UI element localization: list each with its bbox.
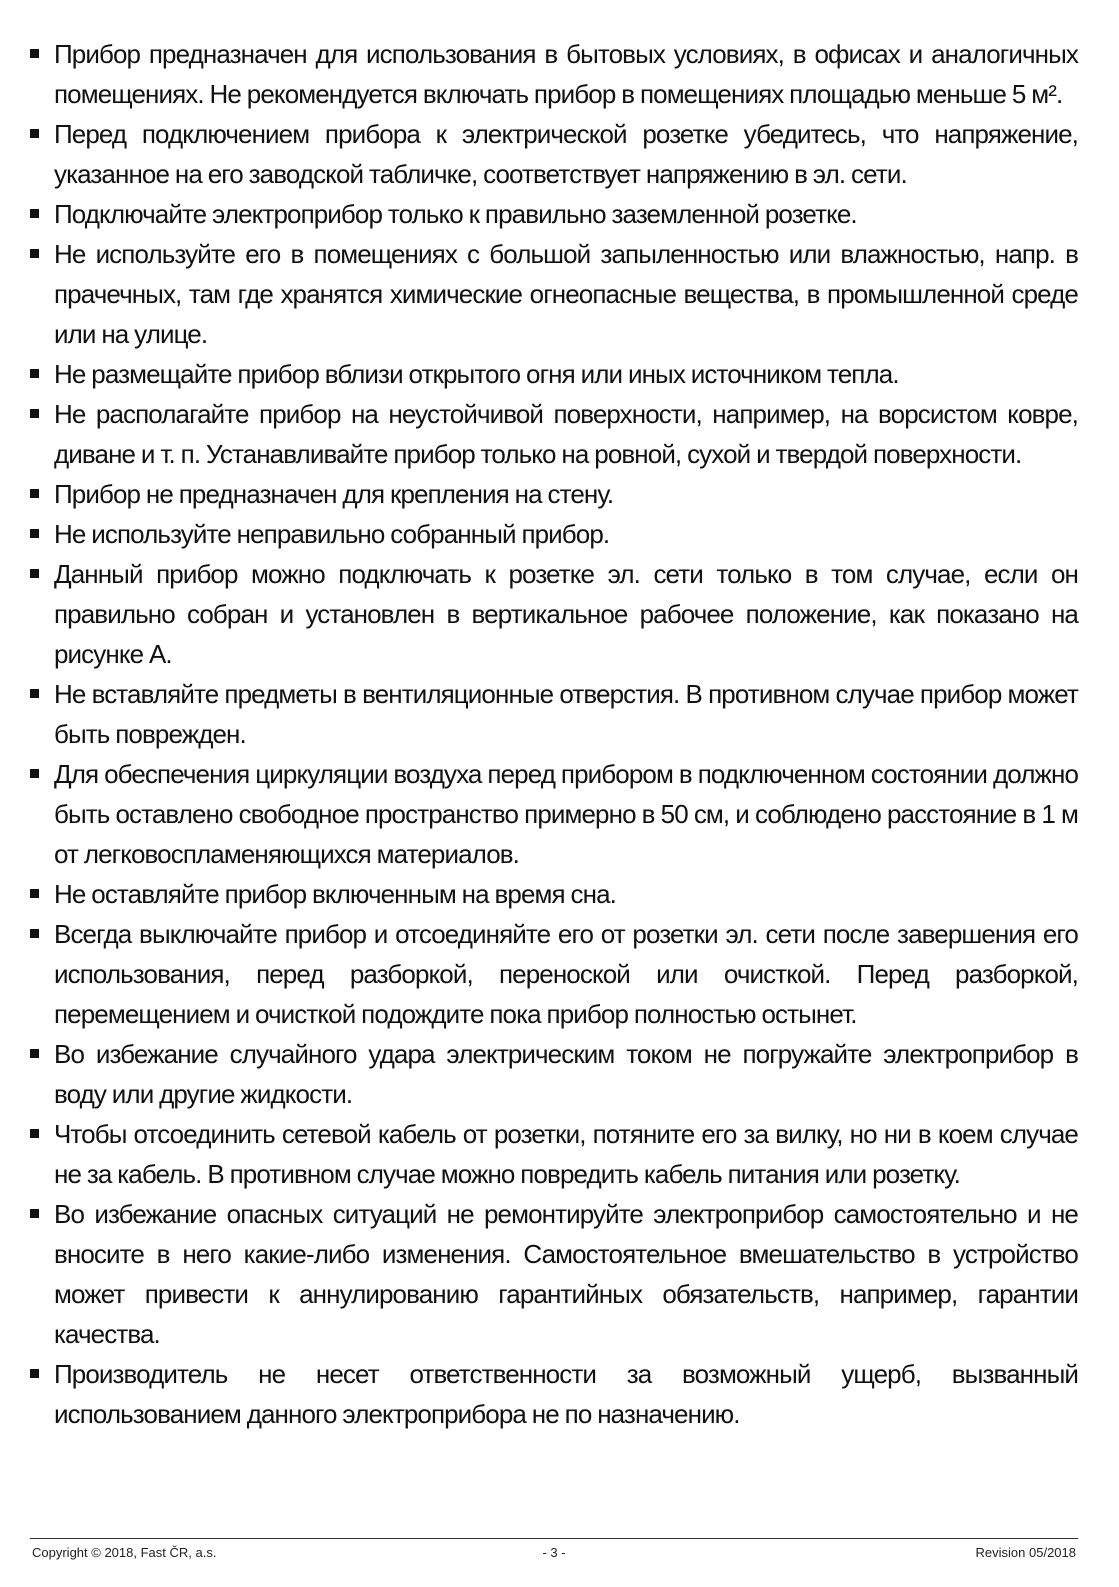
bullet-icon: [30, 114, 54, 154]
list-item-text: Прибор предназначен для использования в бытовых условиях, в офисах и аналогичных помещениях. Не рекомендуется включать прибор в помещениях площадью меньше 5 м².: [54, 39, 1078, 109]
list-item-text: Производитель не несет ответственности за возможный ущерб, вызванный использованием данного электроприбора не по назначению.: [54, 1359, 1078, 1429]
bullet-icon: [30, 1194, 54, 1234]
list-item: [30, 234, 1078, 354]
list-item-text: Во избежание случайного удара электрическим током не погружайте электроприбор в воду или другие жидкости.: [54, 1039, 1078, 1109]
bullet-icon: [30, 354, 54, 394]
safety-instructions-list: [30, 34, 1078, 1434]
list-item: [30, 914, 1078, 1034]
bullet-icon: [30, 754, 54, 794]
list-item-text: Данный прибор можно подключать к розетке эл. сети только в том случае, если он правильно собран и установлен в вертикальное рабочее положение, как показано на рисунке А.: [54, 559, 1078, 669]
list-item: [30, 1354, 1078, 1434]
list-item: [30, 554, 1078, 674]
list-item: [30, 1034, 1078, 1114]
list-item-text: Не используйте неправильно собранный прибор.: [54, 519, 610, 549]
list-item-text: Всегда выключайте прибор и отсоединяйте его от розетки эл. сети после завершения его использования, перед разборкой, переноской или очисткой. Перед разборкой, перемещением и очисткой подождите пока прибор полностью остынет.: [54, 919, 1078, 1029]
list-item-text: Не используйте его в помещениях с большой запыленностью или влажностью, напр. в прачечных, там где хранятся химические огнеопасные вещества, в промышленной среде или на улице.: [54, 239, 1078, 349]
list-item-text: Не вставляйте предметы в вентиляционные отверстия. В противном случае прибор может быть поврежден.: [54, 679, 1078, 749]
list-item: [30, 674, 1078, 754]
bullet-icon: [30, 554, 54, 594]
list-item-text: Не оставляйте прибор включенным на время сна.: [54, 879, 616, 909]
copyright-text: Copyright © 2018, Fast ČR, a.s.: [32, 1545, 217, 1560]
list-item: [30, 114, 1078, 194]
bullet-icon: [30, 34, 54, 74]
bullet-icon: [30, 194, 54, 234]
list-item: [30, 394, 1078, 474]
page-number: - 3 -: [542, 1545, 566, 1560]
list-item-text: Не размещайте прибор вблизи открытого огня или иных источником тепла.: [54, 359, 899, 389]
list-item: [30, 514, 1078, 554]
bullet-icon: [30, 394, 54, 434]
bullet-icon: [30, 514, 54, 554]
list-item: [30, 874, 1078, 914]
revision-text: Revision 05/2018: [975, 1545, 1076, 1560]
list-item-text: Чтобы отсоединить сетевой кабель от розетки, потяните его за вилку, но ни в коем случае не за кабель. В противном случае можно повредить кабель питания или розетку.: [54, 1119, 1078, 1189]
page-footer: [30, 1538, 1078, 1563]
list-item: [30, 1194, 1078, 1354]
bullet-icon: [30, 1354, 54, 1394]
bullet-icon: [30, 474, 54, 514]
list-item-text: Подключайте электроприбор только к правильно заземленной розетке.: [54, 199, 857, 229]
bullet-icon: [30, 234, 54, 274]
list-item-text: Во избежание опасных ситуаций не ремонтируйте электроприбор самостоятельно и не вносите в него какие-либо изменения. Самостоятельное вмешательство в устройство может привести к аннулированию гарантийных обязательств, например, гарантии качества.: [54, 1199, 1078, 1349]
list-item: [30, 354, 1078, 394]
bullet-icon: [30, 674, 54, 714]
bullet-icon: [30, 1114, 54, 1154]
bullet-icon: [30, 1034, 54, 1074]
list-item-text: Не располагайте прибор на неустойчивой поверхности, например, на ворсистом ковре, диване и т. п. Устанавливайте прибор только на ровной, сухой и твердой поверхности.: [54, 399, 1078, 469]
list-item-text: Для обеспечения циркуляции воздуха перед прибором в подключенном состоянии должно быть оставлено свободное пространство примерно в 50 см, и соблюдено расстояние в 1 м от легковоспламеняющихся материалов.: [54, 759, 1078, 869]
list-item: [30, 194, 1078, 234]
bullet-icon: [30, 914, 54, 954]
list-item-text: Прибор не предназначен для крепления на стену.: [54, 479, 614, 509]
list-item: [30, 754, 1078, 874]
bullet-icon: [30, 874, 54, 914]
list-item-text: Перед подключением прибора к электрической розетке убедитесь, что напряжение, указанное на его заводской табличке, соответствует напряжению в эл. сети.: [54, 119, 1078, 189]
list-item: [30, 1114, 1078, 1194]
list-item: [30, 34, 1078, 114]
list-item: [30, 474, 1078, 514]
